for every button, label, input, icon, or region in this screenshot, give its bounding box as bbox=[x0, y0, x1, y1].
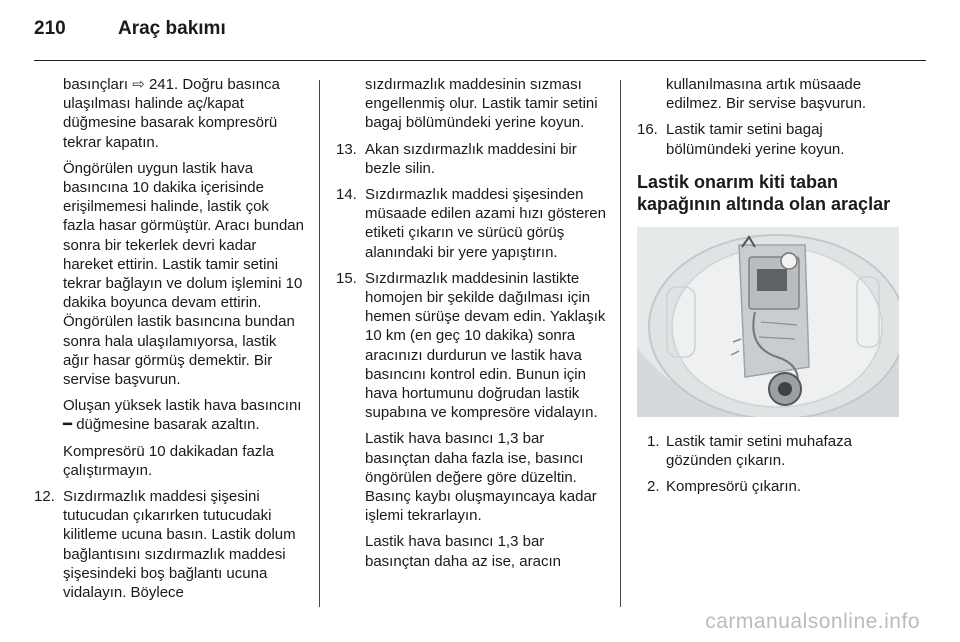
paragraph-continuation-3: kullanılmasına artık müsaade edilmez. Bir servise başvurun. bbox=[666, 76, 867, 113]
paragraph-time-limit: Öngörülen uygun lastik hava basıncına 10 dakika içerisinde erişilmemesi halinde, lastik çok fazla hasar görmüştür. Aracı bundan sonra bir tekerlek devri kadar hareket ettirin. Lastik tamir setini tekrar bağlayın ve dolum işlemini 10 dakika boyunca devam ettirin. Öngörülen lastik basıncına bundan sonra hala ulaşılamıyorsa, lastik ağır hasar görmüş demektir. Bir servise başvurun. bbox=[63, 159, 304, 389]
page-title: Araç bakımı bbox=[118, 18, 226, 39]
section-heading: Lastik onarım kiti taban kapağının altında olan araçlar bbox=[637, 171, 891, 214]
list-item-13: 13. Akan sızdırmazlık maddesini bir bezle silin. bbox=[336, 140, 577, 177]
column-divider-1 bbox=[319, 80, 320, 607]
list-item-15: 15. Sızdırmazlık maddesinin lastikte homojen bir şekilde dağılması için hemen sürüşe devam edin. Yaklaşık 10 km (en geç 10 dakika) sonra aracınızı durdurun ve lastik hava basıncını kontrol edin. Bunun için hava hortumunu doğrudan lastik supabına ve kompresöre vidalayın. Lastik hava basıncı 1,3 bar basınçtan daha fazla ise, basıncı öngörülen değere göre düzeltin. Basınç kaybı oluşmayıncaya kadar işlemi tekrarlayın. Lastik hava basıncı 1,3 bar basınçtan daha az ise, aracın bbox=[336, 269, 606, 570]
column-1 bbox=[34, 75, 304, 609]
column-divider-2 bbox=[620, 80, 621, 607]
paragraph-continuation: sızdırmazlık maddesinin sızması engellenmiş olur. Lastik tamir setini bagaj bölümündeki yerine koyun. bbox=[365, 76, 598, 132]
list-item-1: 1. Lastik tamir setini muhafaza gözünden çıkarın. bbox=[647, 433, 852, 470]
page-header bbox=[34, 18, 226, 40]
list-item-14: 14. Sızdırmazlık maddesi şişesinden müsaade edilen azami hızı gösteren etiketi çıkarın ve sürücü görüş alanındaki bir yere yapıştırın. bbox=[336, 186, 606, 261]
paragraph-reduce-pressure: Oluşan yüksek lastik hava basıncını ━ düğmesine basarak azaltın. bbox=[63, 397, 302, 434]
cross-reference-arrow-icon: ⇨ bbox=[132, 76, 145, 93]
list-item-12: 12. Sızdırmazlık maddesi şişesini tutucudan çıkarırken tutucudaki kilitleme ucuna basın. Lastik dolum bağlantısını sızdırmazlık maddesi şişesindeki boş bağlantı ucuna vidalayın. Böylece bbox=[34, 488, 296, 602]
watermark: carmanualsonline.info bbox=[705, 610, 920, 633]
list-item-16: 16. Lastik tamir setini bagaj bölümündeki yerine koyun. bbox=[637, 121, 845, 158]
column-2 bbox=[336, 75, 606, 578]
tire-repair-kit-figure bbox=[637, 227, 899, 417]
paragraph-compressor-warning: Kompresörü 10 dakikadan fazla çalıştırmayın. bbox=[63, 442, 274, 479]
column-3 bbox=[637, 75, 907, 504]
header-rule bbox=[34, 60, 926, 61]
page-number: 210 bbox=[34, 18, 66, 39]
list-item-2: 2. Kompresörü çıkarın. bbox=[647, 478, 802, 496]
minus-button-symbol: ━ bbox=[63, 416, 73, 434]
paragraph-pressure: basınçları ⇨ 241. Doğru basınca ulaşılması halinde aç/kapat düğmesine basarak kompresörü tekrar kapatın. bbox=[63, 76, 280, 151]
